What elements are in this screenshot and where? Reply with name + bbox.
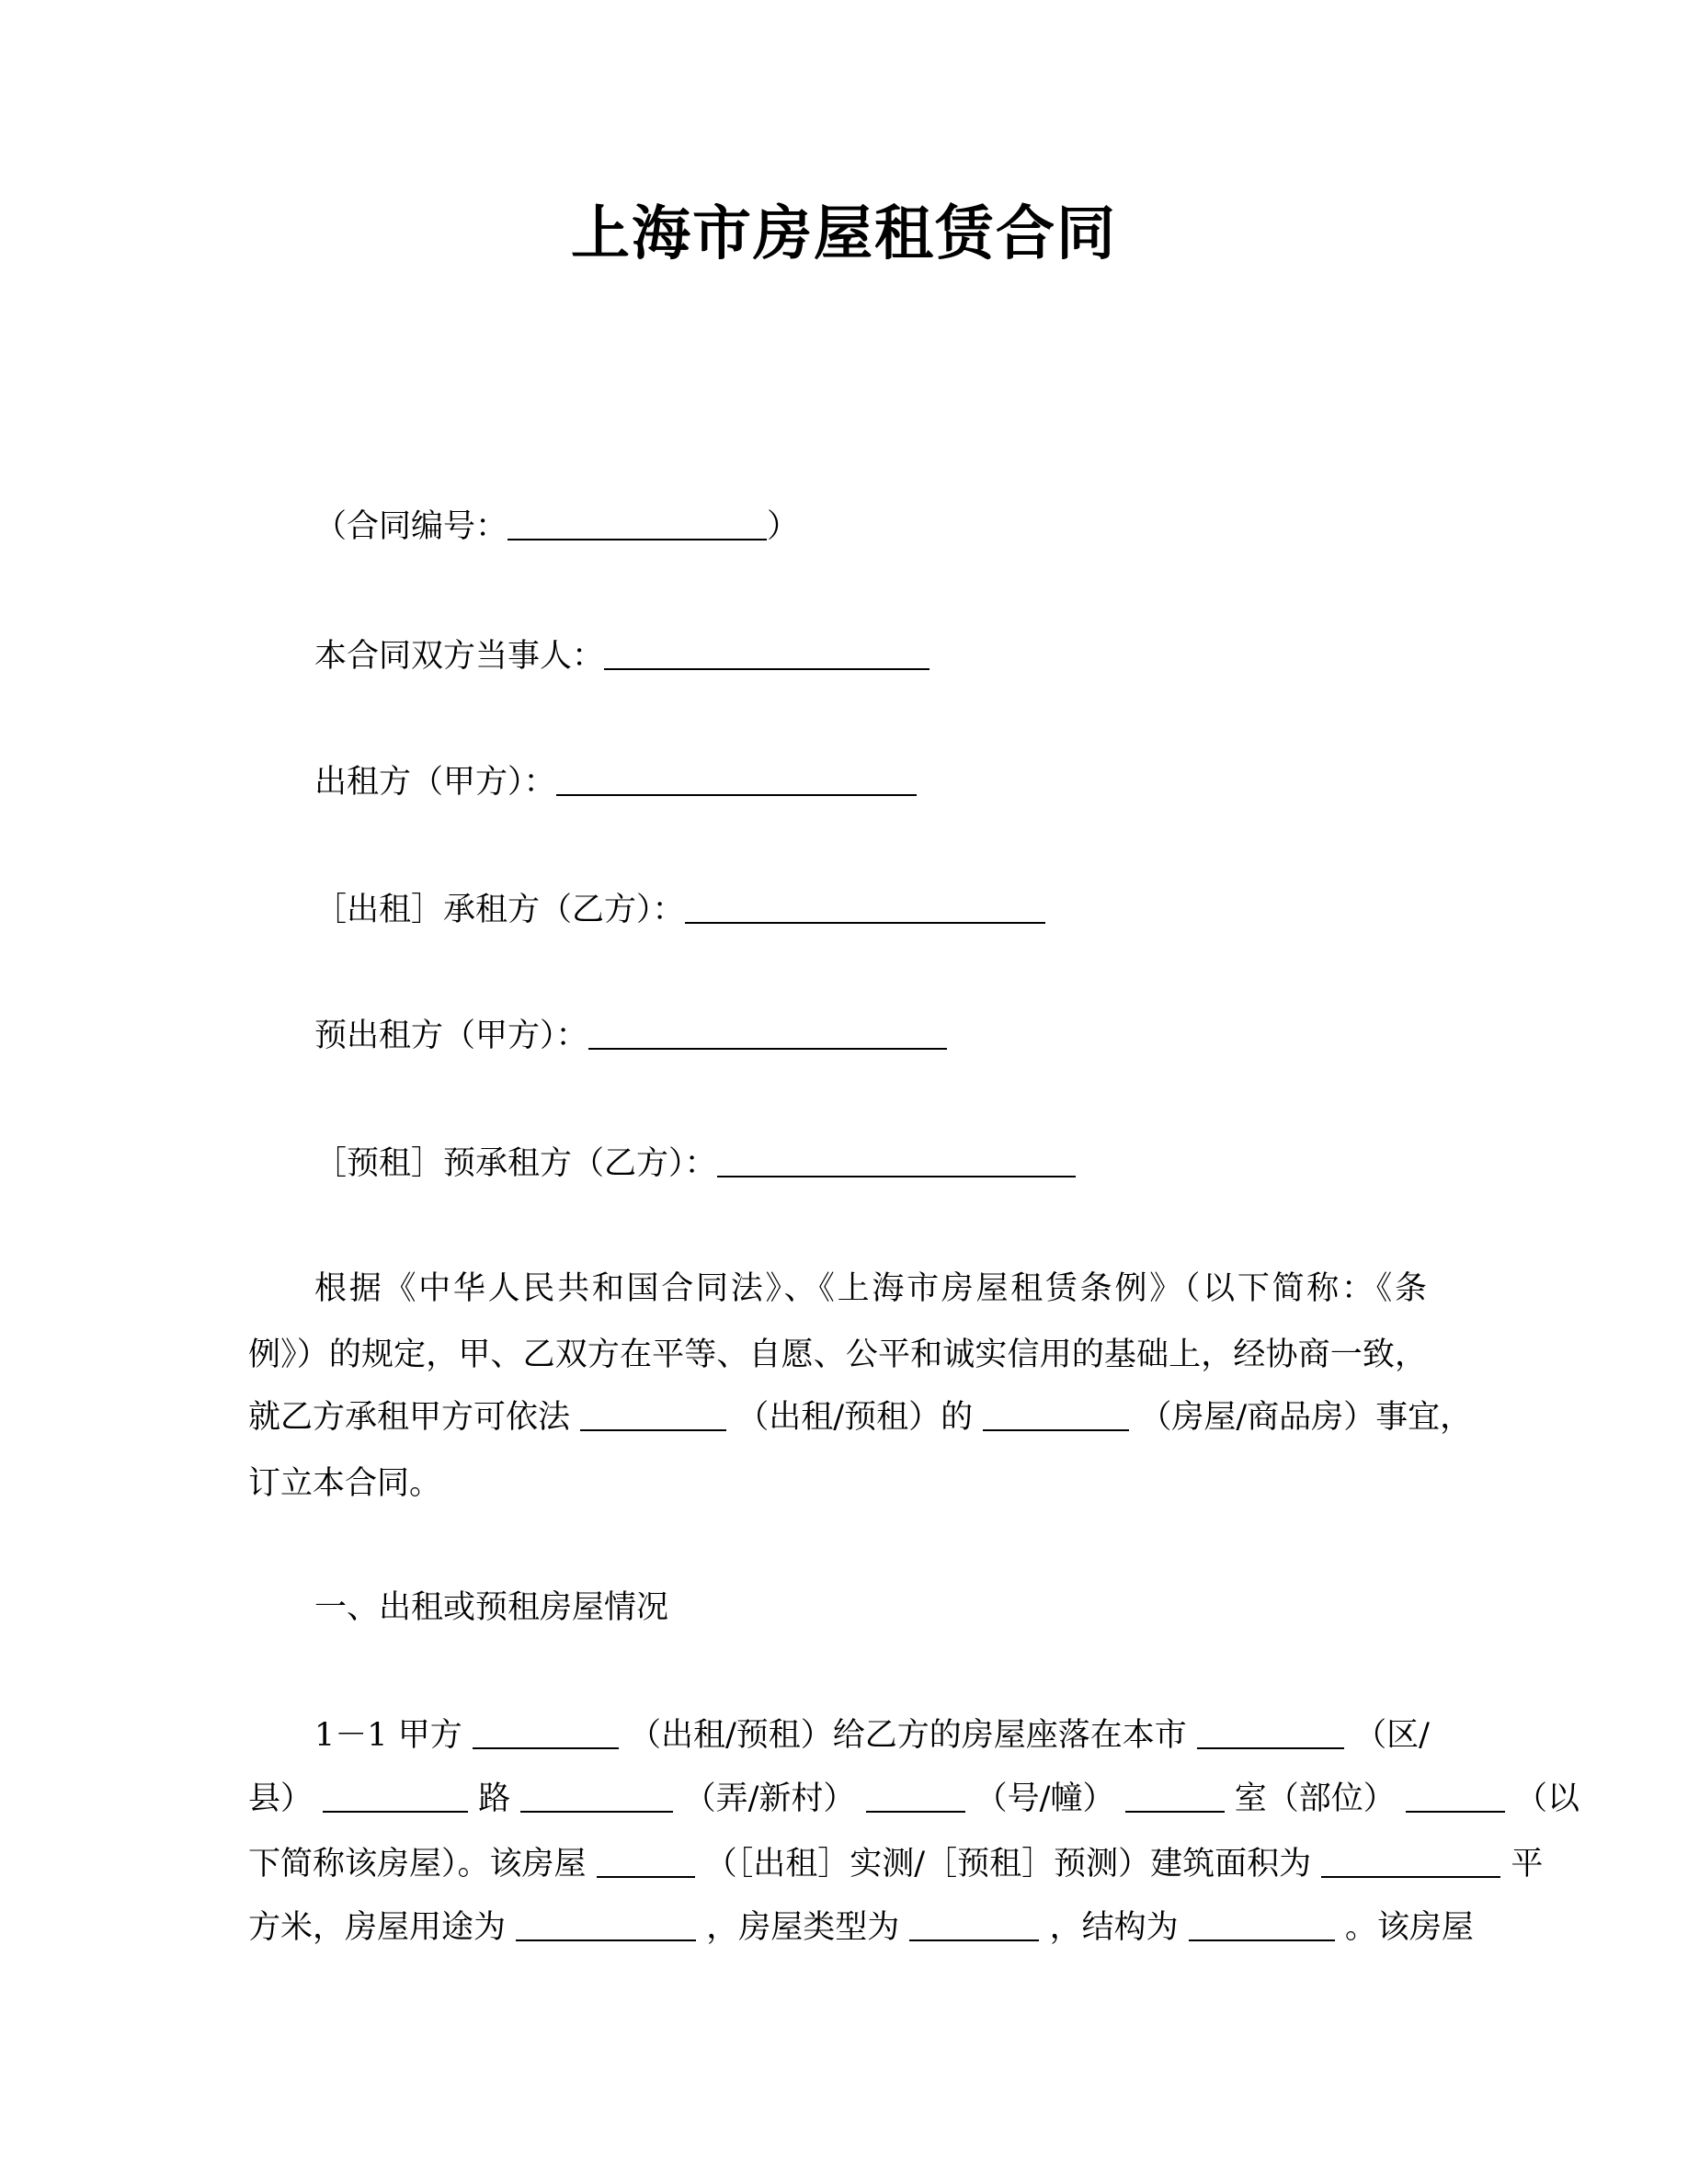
document-title: 上海市房屋租赁合同 <box>571 200 1117 268</box>
label: ［预租］预承租方（乙方）： <box>314 1145 717 1182</box>
text: （房屋/商品房）事宜， <box>1139 1399 1473 1436</box>
blank <box>1189 1907 1335 1941</box>
blank <box>1197 1715 1344 1749</box>
blank <box>866 1779 965 1813</box>
text: （弄/新村） <box>683 1780 856 1817</box>
clause-line-3 <box>248 1832 1544 1896</box>
text: ，房屋类型为 <box>706 1909 900 1946</box>
clause-line-4 <box>248 1895 1474 1960</box>
text: （号/幢） <box>975 1780 1115 1817</box>
blank <box>520 1779 673 1813</box>
section-heading: 一、出租或预租房屋情况 <box>314 1589 669 1626</box>
blank <box>983 1397 1129 1431</box>
label: ［出租］承租方（乙方）： <box>314 892 685 928</box>
text: 下简称该房屋）。该房屋 <box>248 1846 587 1883</box>
text: 就乙方承租甲方可依法 <box>248 1399 571 1436</box>
clause-line-1 <box>314 1703 1430 1768</box>
lessor-blank <box>556 762 917 796</box>
blank <box>1406 1779 1505 1813</box>
pre-lessor-blank <box>588 1016 947 1050</box>
contract-number-line <box>314 495 799 559</box>
lessee-line <box>314 878 1045 942</box>
preamble-line-2: 例》）的规定，甲、乙双方在平等、自愿、公平和诚实信用的基础上，经协商一致， <box>248 1337 1427 1373</box>
blank <box>597 1844 695 1878</box>
text: 。该房屋 <box>1344 1909 1474 1946</box>
blank <box>323 1779 468 1813</box>
preamble-line-3 <box>248 1385 1473 1450</box>
clause-line-2 <box>248 1767 1580 1831</box>
blank <box>909 1907 1039 1941</box>
blank <box>1321 1844 1500 1878</box>
text: （以 <box>1515 1780 1580 1817</box>
text: （［出租］实测/［预租］预测）建筑面积为 <box>704 1846 1312 1883</box>
text: 县） <box>248 1780 314 1817</box>
text: ，结构为 <box>1049 1909 1179 1946</box>
text: 方米，房屋用途为 <box>248 1909 507 1946</box>
lessee-blank <box>685 890 1045 924</box>
pre-lessor-line <box>314 1004 947 1068</box>
text: 甲方 <box>397 1717 462 1754</box>
text: 平 <box>1511 1846 1544 1883</box>
parties-blank <box>604 636 930 670</box>
label: 本合同双方当事人： <box>314 638 605 675</box>
blank <box>516 1907 696 1941</box>
blank <box>580 1397 726 1431</box>
text: （区/ <box>1354 1717 1430 1754</box>
pre-lessee-line <box>314 1132 1076 1196</box>
text: （出租/预租）的 <box>736 1399 974 1436</box>
text: 室（部位） <box>1234 1780 1396 1817</box>
preamble-line-1: 根据《中华人民共和国合同法》、《上海市房屋租赁条例》（以下简称：《条 <box>314 1270 1427 1307</box>
pre-lessee-blank <box>717 1143 1076 1177</box>
text: （出租/预租）给乙方的房屋座落在本市 <box>628 1717 1187 1754</box>
blank <box>473 1715 619 1749</box>
label: ） <box>767 508 800 545</box>
label: 预出租方（甲方）： <box>314 1018 588 1054</box>
lessor-line <box>314 750 917 814</box>
parties-line <box>314 624 930 688</box>
preamble-line-4: 订立本合同。 <box>248 1465 442 1502</box>
label: 出租方（甲方）： <box>314 764 556 801</box>
text: 路 <box>478 1780 511 1817</box>
clause-number: 1－1 <box>314 1717 388 1754</box>
label: （合同编号： <box>314 508 508 545</box>
blank <box>1125 1779 1225 1813</box>
contract-number-blank <box>508 506 767 540</box>
